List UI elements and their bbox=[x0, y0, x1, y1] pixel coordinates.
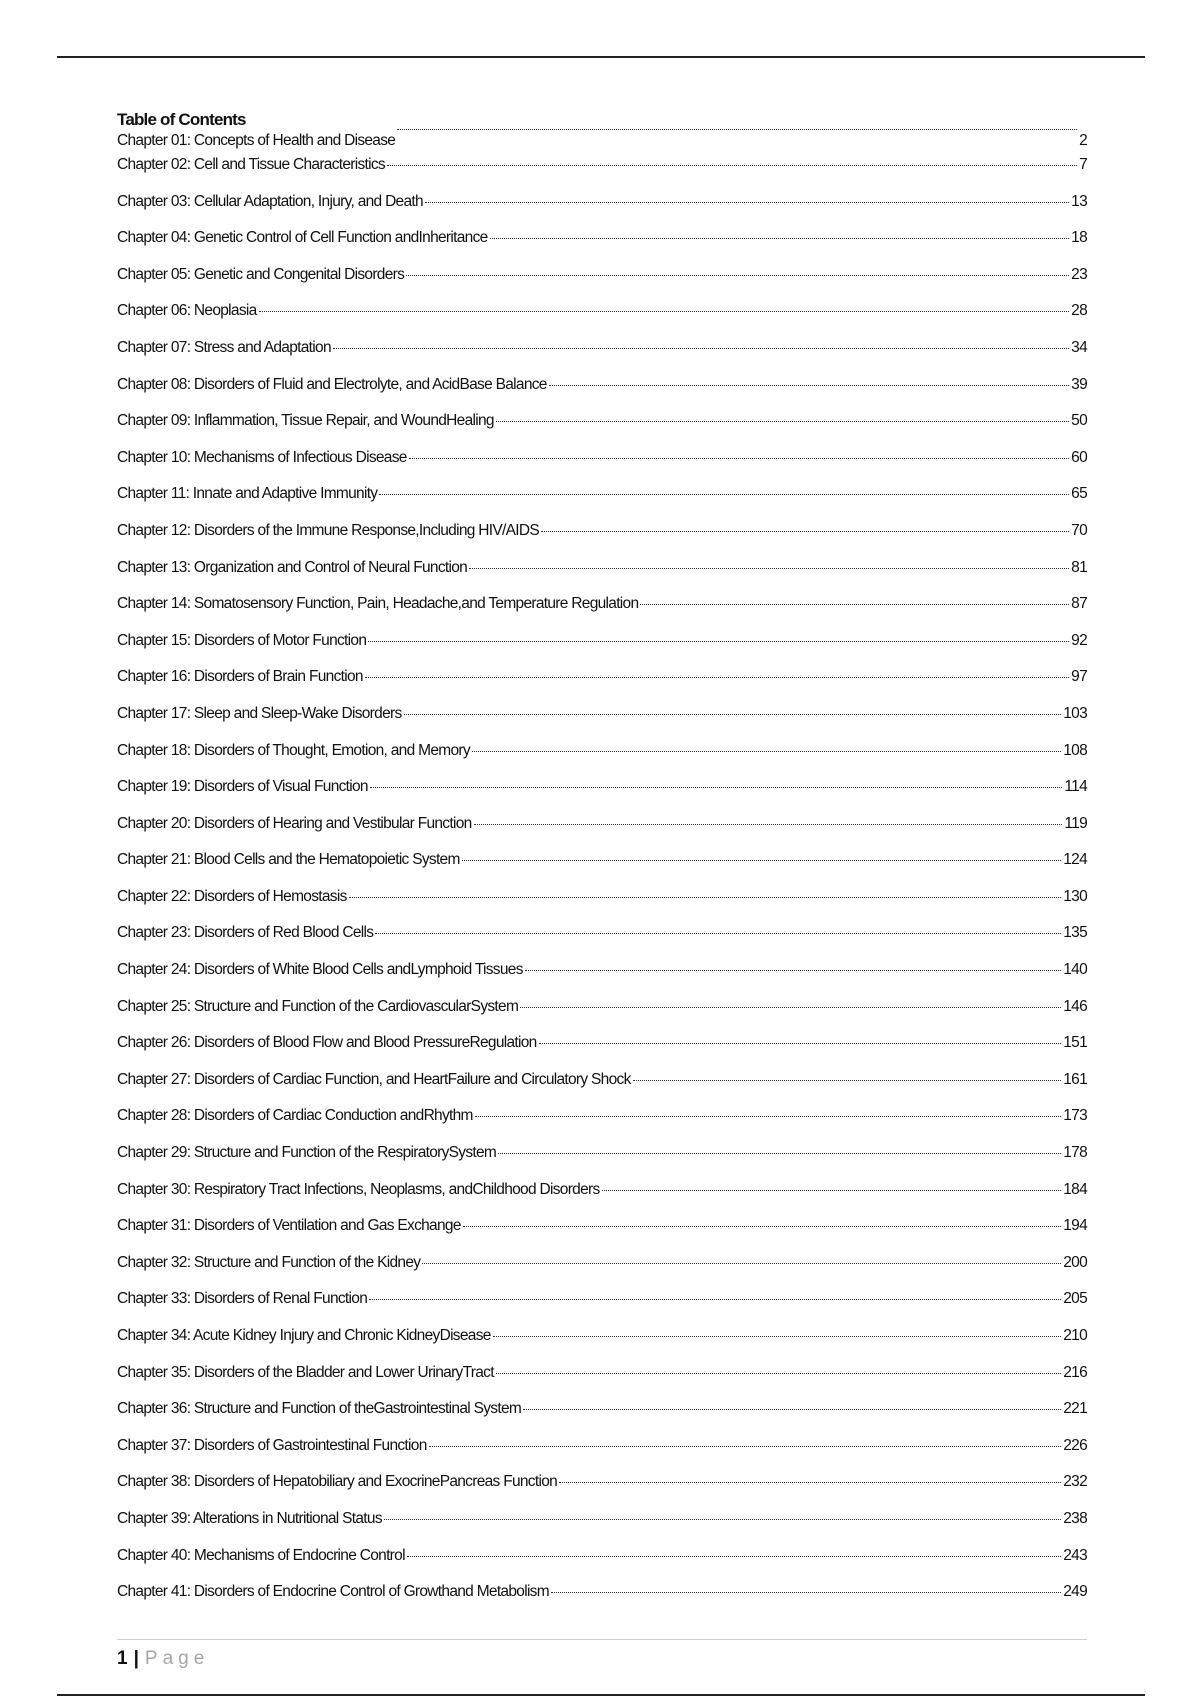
toc-entry-page: 205 bbox=[1063, 1290, 1087, 1308]
toc-entry[interactable] bbox=[117, 559, 1087, 596]
toc-entry-page: 178 bbox=[1063, 1144, 1087, 1162]
dot-leader bbox=[523, 1409, 1061, 1410]
toc-entry[interactable] bbox=[117, 1400, 1087, 1437]
toc-entry-title: Chapter 04: Genetic Control of Cell Function andInheritance bbox=[117, 229, 488, 247]
dot-leader bbox=[409, 458, 1069, 459]
toc-entry[interactable] bbox=[117, 1290, 1087, 1327]
toc-entry-title: Chapter 34: Acute Kidney Injury and Chronic KidneyDisease bbox=[117, 1327, 491, 1344]
page-label: Page bbox=[144, 1648, 210, 1669]
toc-entry-title: Chapter 24: Disorders of White Blood Cells andLymphoid Tissues bbox=[117, 961, 523, 979]
toc-entry-title: Chapter 05: Genetic and Congenital Disorders bbox=[117, 265, 405, 283]
toc-entry-title: Chapter 23: Disorders of Red Blood Cells bbox=[117, 924, 374, 942]
toc-entry-page: 184 bbox=[1063, 1180, 1087, 1198]
toc-entry[interactable] bbox=[117, 1144, 1087, 1181]
toc-entry-page: 249 bbox=[1063, 1583, 1087, 1601]
toc-entry[interactable] bbox=[117, 778, 1087, 815]
toc-entry[interactable] bbox=[117, 632, 1087, 669]
toc-entry-page: 124 bbox=[1063, 851, 1087, 869]
toc-entry-page: 2 bbox=[1079, 132, 1087, 149]
dot-leader bbox=[602, 1190, 1062, 1191]
toc-entry[interactable] bbox=[117, 668, 1087, 705]
dot-leader bbox=[404, 714, 1062, 715]
toc-entry-page: 70 bbox=[1071, 521, 1087, 539]
toc-entry-title: Chapter 31: Disorders of Ventilation and Gas Exchange bbox=[117, 1217, 461, 1235]
toc-entry[interactable] bbox=[117, 1583, 1087, 1620]
dot-leader bbox=[493, 1336, 1062, 1337]
toc-entry-title: Chapter 22: Disorders of Hemostasis bbox=[117, 887, 347, 905]
toc-entry-title: Chapter 11: Innate and Adaptive Immunity bbox=[117, 485, 378, 503]
toc-entry-title: Chapter 39: Alterations in Nutritional Status bbox=[117, 1509, 382, 1527]
dot-leader bbox=[365, 677, 1069, 678]
toc-entry-title: Chapter 30: Respiratory Tract Infections, Neoplasms, andChildhood Disorders bbox=[117, 1180, 600, 1198]
toc-entry[interactable] bbox=[117, 229, 1087, 266]
dot-leader bbox=[429, 1446, 1062, 1447]
toc-entry[interactable] bbox=[117, 595, 1087, 632]
toc-entry-title: Chapter 09: Inflammation, Tissue Repair, and WoundHealing bbox=[117, 412, 494, 430]
dot-leader bbox=[425, 202, 1069, 203]
dot-leader bbox=[496, 1373, 1061, 1374]
toc-entry-title: Chapter 01: Concepts of Health and Disease bbox=[117, 132, 396, 149]
toc-entry-title: Chapter 35: Disorders of the Bladder and Lower UrinaryTract bbox=[117, 1363, 494, 1381]
toc-entry[interactable] bbox=[117, 815, 1087, 852]
dot-leader bbox=[551, 1592, 1061, 1593]
toc-entry[interactable] bbox=[117, 705, 1087, 742]
toc-entry-page: 200 bbox=[1063, 1253, 1087, 1271]
dot-leader bbox=[387, 165, 1077, 166]
toc-entry-title: Chapter 33: Disorders of Renal Function bbox=[117, 1290, 368, 1308]
toc-entry[interactable] bbox=[117, 302, 1087, 339]
toc-entry-page: 146 bbox=[1063, 997, 1087, 1015]
toc-entry[interactable] bbox=[117, 1071, 1087, 1108]
toc-entry-title: Chapter 06: Neoplasia bbox=[117, 302, 257, 320]
toc-entry-title: Chapter 40: Mechanisms of Endocrine Control bbox=[117, 1546, 405, 1564]
toc-entry-page: 92 bbox=[1071, 631, 1087, 649]
dot-leader bbox=[406, 275, 1069, 276]
toc-entry-title: Chapter 41: Disorders of Endocrine Control of Growthand Metabolism bbox=[117, 1583, 549, 1601]
toc-entry-title: Chapter 26: Disorders of Blood Flow and Blood PressureRegulation bbox=[117, 1034, 537, 1052]
dot-leader bbox=[549, 385, 1069, 386]
toc-entry-page: 23 bbox=[1071, 265, 1087, 283]
toc-entry[interactable] bbox=[117, 376, 1087, 413]
toc-entry-title: Chapter 07: Stress and Adaptation bbox=[117, 338, 331, 356]
toc-entry-page: 232 bbox=[1063, 1473, 1087, 1491]
toc-entry-title: Chapter 27: Disorders of Cardiac Function, and HeartFailure and Circulatory Shock bbox=[117, 1070, 631, 1088]
toc-entry-title: Chapter 19: Disorders of Visual Function bbox=[117, 778, 368, 796]
toc-entry-page: 173 bbox=[1063, 1107, 1087, 1125]
toc-entry[interactable] bbox=[117, 1547, 1087, 1584]
toc-entry-page: 108 bbox=[1063, 741, 1087, 759]
toc-entry[interactable] bbox=[117, 851, 1087, 888]
toc-entry-page: 13 bbox=[1071, 192, 1087, 210]
toc-entry[interactable] bbox=[117, 1327, 1087, 1364]
toc-entry[interactable] bbox=[117, 1473, 1087, 1510]
toc-entry[interactable] bbox=[117, 1437, 1087, 1474]
toc-entry[interactable] bbox=[117, 961, 1087, 998]
toc-entry-page: 87 bbox=[1071, 595, 1087, 613]
toc-entry-title: Chapter 16: Disorders of Brain Function bbox=[117, 668, 363, 686]
toc-entry-page: 151 bbox=[1063, 1034, 1087, 1052]
bottom-rule bbox=[57, 1694, 1145, 1696]
toc-entry[interactable] bbox=[117, 1107, 1087, 1144]
dot-leader bbox=[369, 1299, 1061, 1300]
toc-entry-page: 103 bbox=[1063, 704, 1087, 722]
toc-entry-page: 119 bbox=[1064, 814, 1087, 832]
dot-leader bbox=[490, 238, 1070, 239]
toc-entry-page: 194 bbox=[1063, 1217, 1087, 1235]
dot-leader bbox=[472, 751, 1061, 752]
toc-entry-page: 216 bbox=[1063, 1363, 1087, 1381]
toc-entry[interactable] bbox=[117, 742, 1087, 779]
toc-entry-page: 97 bbox=[1071, 668, 1087, 686]
dot-leader bbox=[640, 604, 1069, 605]
dot-leader bbox=[407, 1556, 1061, 1557]
toc-entry-page: 60 bbox=[1071, 448, 1087, 466]
dot-leader bbox=[474, 824, 1063, 825]
toc-entry[interactable] bbox=[117, 1181, 1087, 1218]
dot-leader bbox=[422, 1263, 1061, 1264]
footer-rule bbox=[117, 1639, 1087, 1640]
dot-leader bbox=[539, 1043, 1062, 1044]
toc-entry[interactable] bbox=[117, 132, 1087, 156]
dot-leader bbox=[379, 494, 1069, 495]
toc-entry-page: 34 bbox=[1071, 338, 1087, 356]
table-of-contents bbox=[117, 108, 1087, 1620]
toc-entry[interactable] bbox=[117, 412, 1087, 449]
toc-entry[interactable] bbox=[117, 924, 1087, 961]
toc-entry[interactable] bbox=[117, 193, 1087, 230]
toc-title: Table of Contents bbox=[117, 110, 246, 129]
toc-entry[interactable] bbox=[117, 266, 1087, 303]
toc-entry[interactable] bbox=[117, 1510, 1087, 1547]
toc-entry-title: Chapter 02: Cell and Tissue Characteristics bbox=[117, 156, 385, 173]
toc-list bbox=[117, 132, 1087, 1620]
dot-leader bbox=[368, 641, 1069, 642]
toc-entry[interactable] bbox=[117, 998, 1087, 1035]
toc-entry[interactable] bbox=[117, 1364, 1087, 1401]
toc-entry[interactable] bbox=[117, 1254, 1087, 1291]
toc-entry-page: 7 bbox=[1079, 156, 1087, 173]
dot-leader bbox=[349, 897, 1062, 898]
toc-entry-page: 226 bbox=[1063, 1436, 1087, 1454]
page-footer bbox=[117, 1645, 209, 1673]
toc-entry-title: Chapter 18: Disorders of Thought, Emotion, and Memory bbox=[117, 741, 470, 759]
top-rule bbox=[57, 56, 1145, 58]
toc-entry-title: Chapter 10: Mechanisms of Infectious Disease bbox=[117, 448, 407, 466]
toc-entry-page: 18 bbox=[1071, 229, 1087, 247]
dot-leader bbox=[397, 129, 1077, 130]
toc-entry-title: Chapter 14: Somatosensory Function, Pain, Headache,and Temperature Regulation bbox=[117, 595, 639, 613]
toc-entry-page: 243 bbox=[1063, 1546, 1087, 1564]
toc-entry[interactable] bbox=[117, 339, 1087, 376]
toc-entry-page: 130 bbox=[1063, 887, 1087, 905]
dot-leader bbox=[462, 860, 1062, 861]
toc-entry[interactable] bbox=[117, 522, 1087, 559]
toc-entry[interactable] bbox=[117, 1034, 1087, 1071]
toc-entry-title: Chapter 03: Cellular Adaptation, Injury, and Death bbox=[117, 192, 423, 210]
toc-entry-page: 161 bbox=[1063, 1070, 1087, 1088]
toc-entry[interactable] bbox=[117, 888, 1087, 925]
toc-entry-page: 50 bbox=[1071, 412, 1087, 430]
toc-entry-page: 140 bbox=[1063, 961, 1087, 979]
toc-entry-page: 65 bbox=[1071, 485, 1087, 503]
toc-entry-page: 238 bbox=[1063, 1509, 1087, 1527]
dot-leader bbox=[559, 1482, 1061, 1483]
toc-entry-title: Chapter 25: Structure and Function of the CardiovascularSystem bbox=[117, 997, 519, 1015]
toc-entry[interactable] bbox=[117, 1217, 1087, 1254]
toc-entry-page: 135 bbox=[1063, 924, 1087, 942]
toc-entry[interactable] bbox=[117, 485, 1087, 522]
dot-leader bbox=[525, 970, 1061, 971]
toc-entry-title: Chapter 08: Disorders of Fluid and Electrolyte, and AcidBase Balance bbox=[117, 375, 547, 393]
dot-leader bbox=[370, 787, 1063, 788]
toc-entry-title: Chapter 32: Structure and Function of the Kidney bbox=[117, 1253, 421, 1271]
toc-entry-page: 221 bbox=[1063, 1400, 1087, 1418]
dot-leader bbox=[633, 1080, 1062, 1081]
dot-leader bbox=[498, 1153, 1061, 1154]
toc-entry-page: 114 bbox=[1064, 778, 1087, 796]
dot-leader bbox=[469, 568, 1069, 569]
toc-entry-title: Chapter 36: Structure and Function of theGastrointestinal System bbox=[117, 1400, 522, 1418]
dot-leader bbox=[475, 1116, 1061, 1117]
toc-entry-title: Chapter 28: Disorders of Cardiac Conduction andRhythm bbox=[117, 1107, 473, 1125]
page-number: 1 bbox=[117, 1648, 128, 1669]
toc-entry-title: Chapter 38: Disorders of Hepatobiliary and ExocrinePancreas Function bbox=[117, 1473, 558, 1491]
dot-leader bbox=[541, 531, 1069, 532]
toc-entry-title: Chapter 20: Disorders of Hearing and Vestibular Function bbox=[117, 814, 472, 832]
dot-leader bbox=[384, 1519, 1061, 1520]
toc-entry-title: Chapter 37: Disorders of Gastrointestinal Function bbox=[117, 1436, 427, 1454]
toc-entry-title: Chapter 12: Disorders of the Immune Response,Including HIV/AIDS bbox=[117, 521, 539, 539]
dot-leader bbox=[520, 1007, 1061, 1008]
toc-entry-page: 210 bbox=[1063, 1327, 1087, 1344]
dot-leader bbox=[333, 348, 1069, 349]
toc-entry-title: Chapter 17: Sleep and Sleep-Wake Disorders bbox=[117, 704, 402, 722]
toc-entry-page: 81 bbox=[1071, 558, 1087, 576]
toc-entry-title: Chapter 21: Blood Cells and the Hematopoietic System bbox=[117, 851, 460, 869]
page-separator: | bbox=[133, 1648, 139, 1669]
toc-entry-title: Chapter 15: Disorders of Motor Function bbox=[117, 631, 367, 649]
dot-leader bbox=[496, 421, 1069, 422]
toc-entry-title: Chapter 29: Structure and Function of the RespiratorySystem bbox=[117, 1144, 497, 1162]
toc-entry[interactable] bbox=[117, 156, 1087, 193]
toc-entry-page: 28 bbox=[1071, 302, 1087, 320]
toc-entry-page: 39 bbox=[1071, 375, 1087, 393]
toc-entry-title: Chapter 13: Organization and Control of Neural Function bbox=[117, 558, 468, 576]
dot-leader bbox=[463, 1226, 1061, 1227]
dot-leader bbox=[259, 311, 1070, 312]
toc-entry[interactable] bbox=[117, 449, 1087, 486]
dot-leader bbox=[375, 933, 1061, 934]
